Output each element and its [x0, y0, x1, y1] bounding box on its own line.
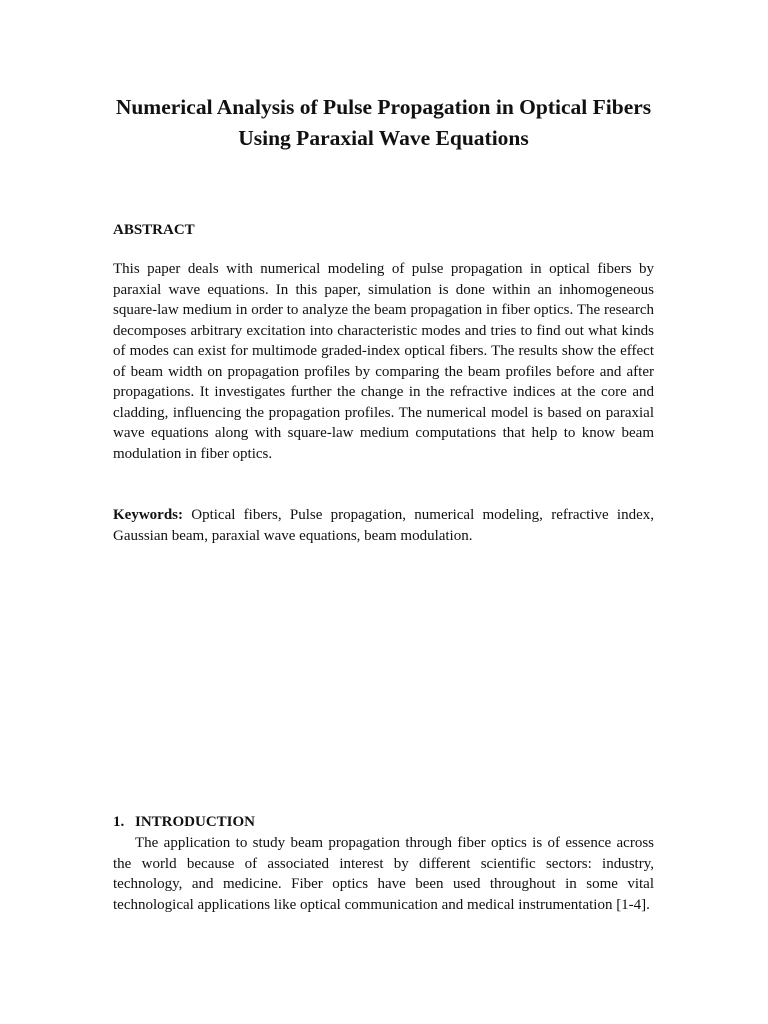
paper-title: Numerical Analysis of Pulse Propagation in Optical Fibers Using Paraxial Wave Equations — [115, 95, 652, 150]
abstract-heading: ABSTRACT — [113, 222, 195, 238]
introduction-heading-text: INTRODUCTION — [135, 814, 256, 830]
keywords-paragraph — [113, 505, 654, 546]
introduction-body: The application to study beam propagation through fiber optics is of essence across the world because of associated interest by different scientific sectors: industry, technology, and medicine. Fiber optics have been used throughout in some vital technological applications like optical communication and medical instrumentation [1-4]. — [113, 835, 654, 913]
introduction-heading — [113, 812, 255, 832]
keywords-text: Optical fibers, Pulse propagation, numerical modeling, refractive index, Gaussian beam, paraxial wave equations, beam modulation. — [113, 507, 654, 544]
section-number: 1. — [113, 814, 125, 830]
keywords-label: Keywords: — [113, 507, 183, 523]
abstract-body: This paper deals with numerical modeling of pulse propagation in optical fibers by paraxial wave equations. In this paper, simulation is done within an inhomogeneous square-law medium in order to analyze the beam propagation in fiber optics. The research decomposes arbitrary excitation into characteristic modes and tries to find out what kinds of modes can exist for multimode graded-index optical fibers. The results show the effect of beam width on propagation profiles by comparing the beam profiles before and after propagations. It investigates further the change in the refractive indices at the core and cladding, influencing the propagation profiles. The numerical model is based on paraxial wave equations along with square-law medium computations that help to know beam modulation in fiber optics. — [113, 261, 654, 462]
